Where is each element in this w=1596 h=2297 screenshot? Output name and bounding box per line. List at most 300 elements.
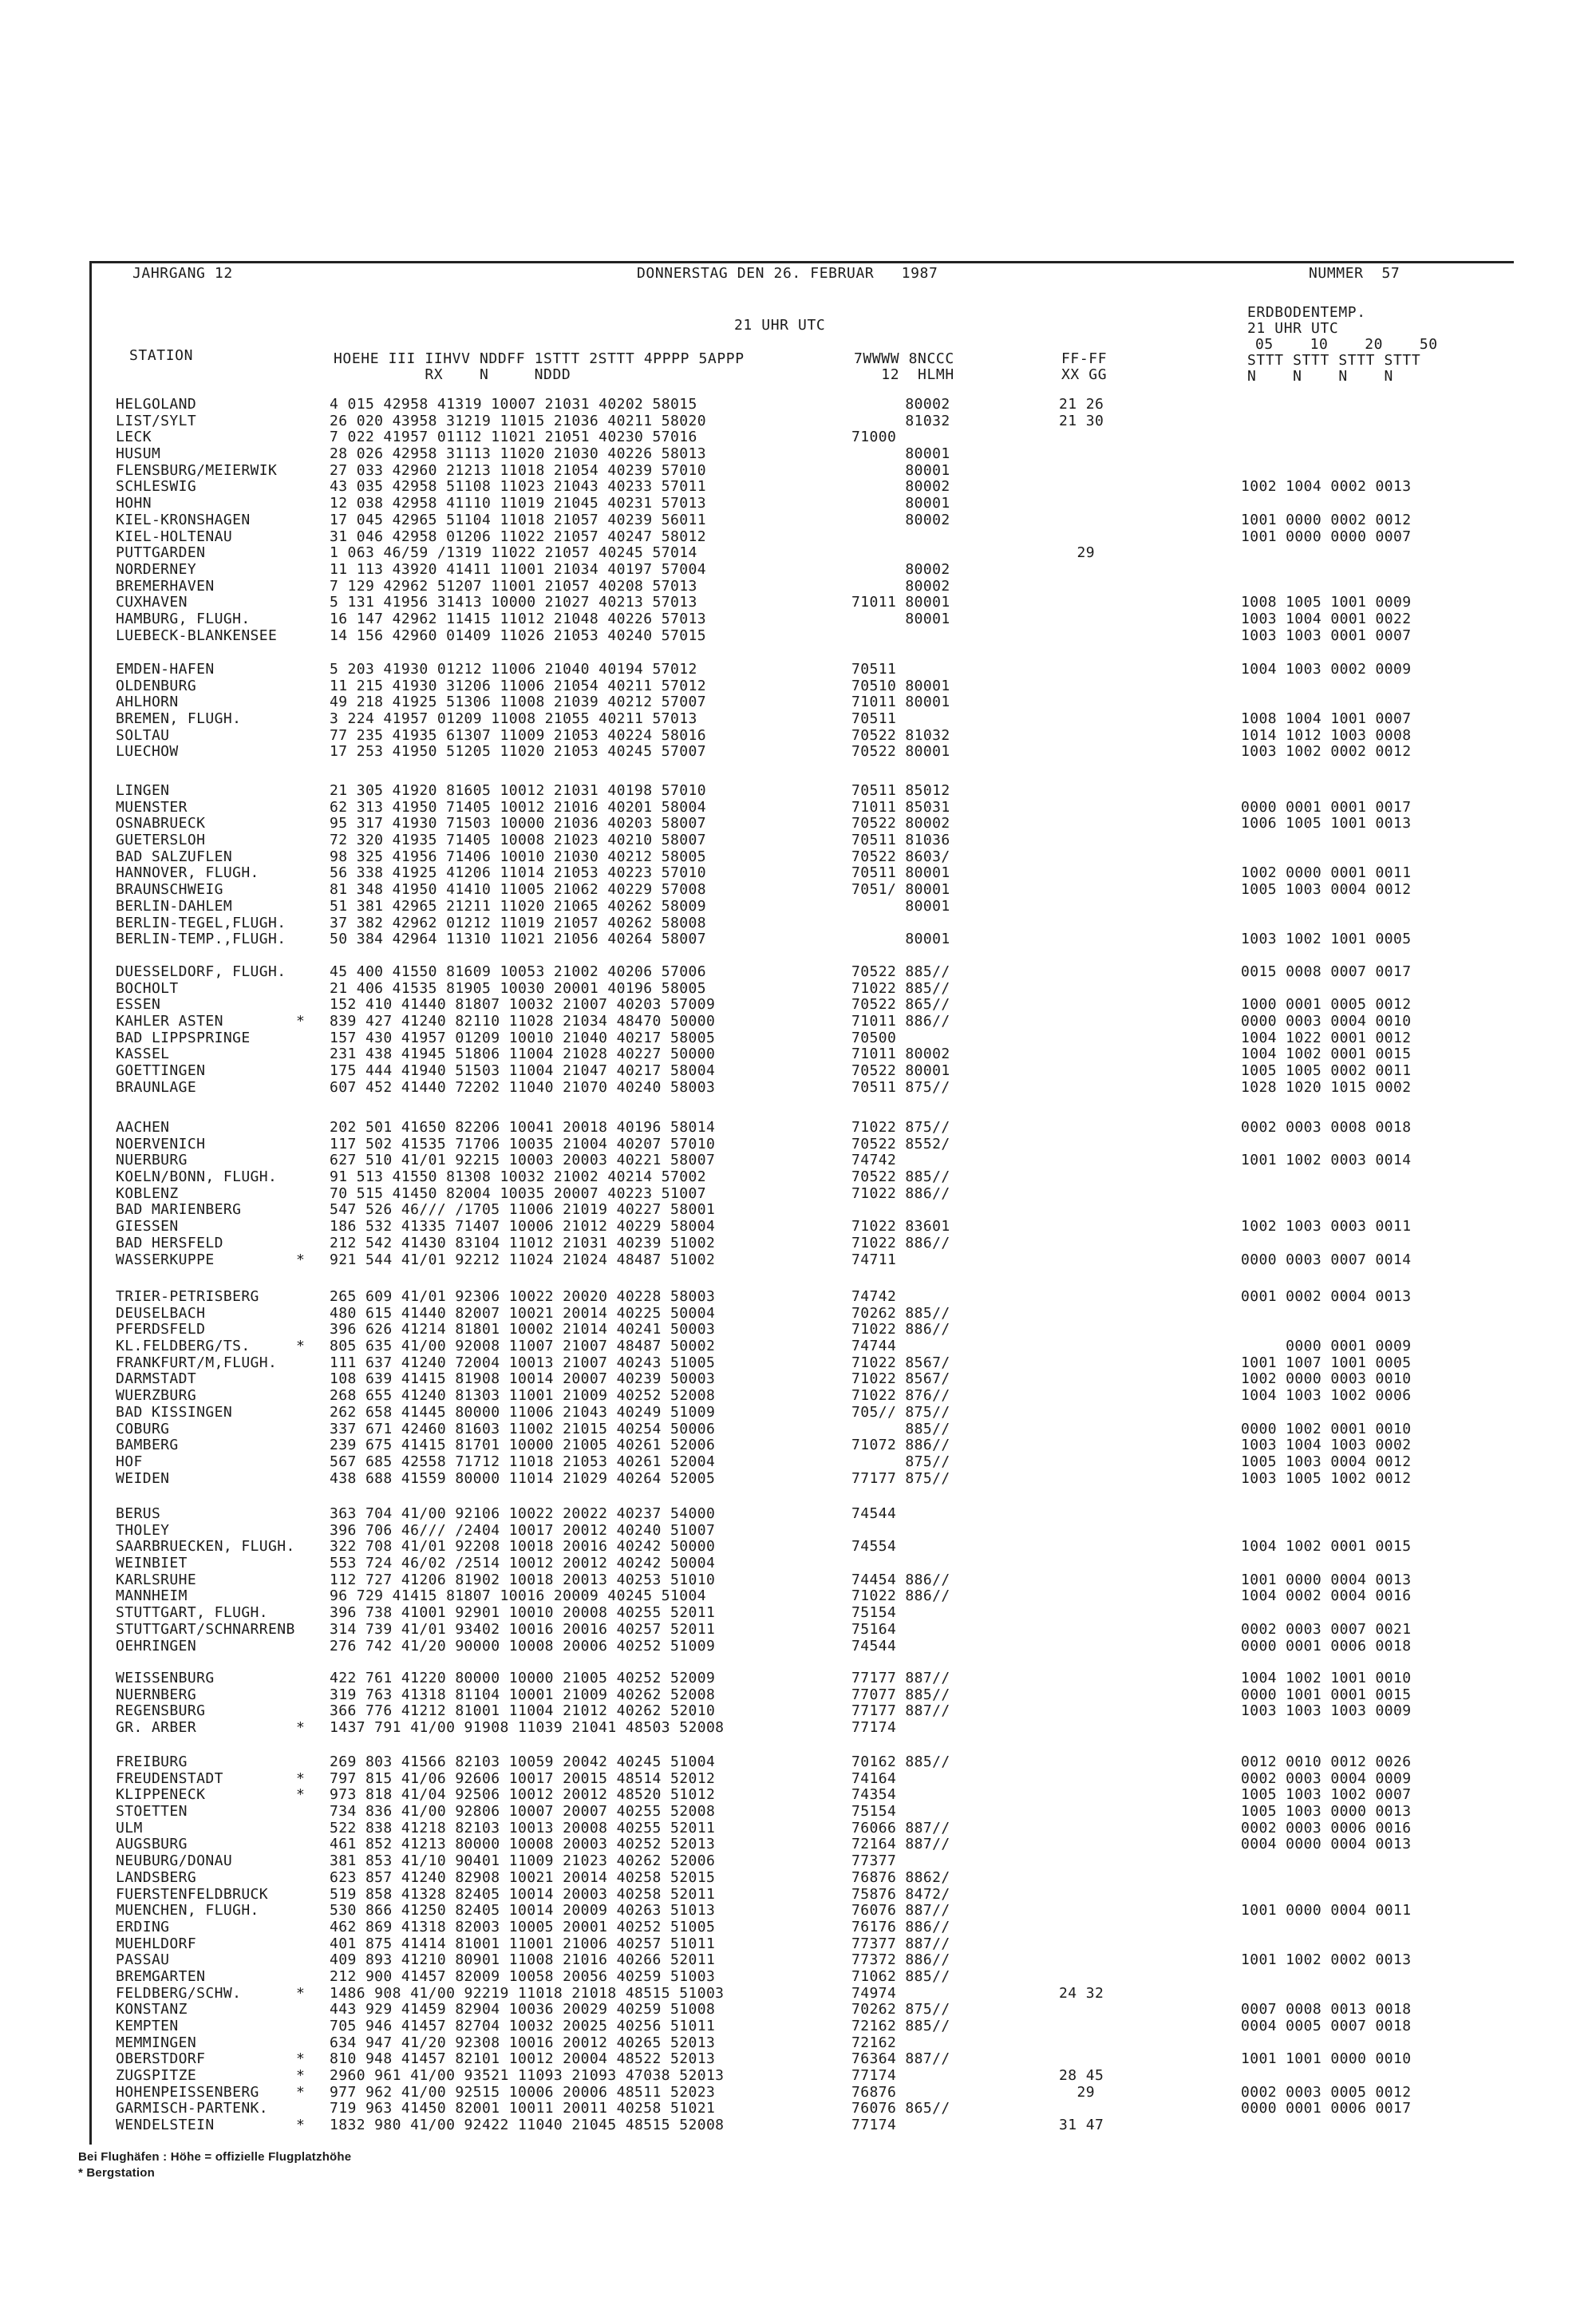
soil-temp-values: 1028 1020 1015 0002 [1241, 1078, 1412, 1096]
weather-code: 70522 885// [851, 963, 950, 980]
station-name: HOF [116, 1453, 143, 1470]
synop-data: 705 946 41457 82704 10032 20025 40256 51011 [330, 2018, 716, 2034]
weather-code: 71011 80001 [851, 594, 950, 611]
synop-data: 805 635 41/00 92008 11007 21007 48487 50002 [330, 1338, 716, 1355]
weather-code: 74744 [851, 1338, 897, 1355]
station-name: BERLIN-TEGEL,FLUGH. [116, 914, 286, 931]
station-name: HELGOLAND [116, 396, 197, 413]
synop-data: 401 875 41414 81001 11001 21006 40257 51011 [330, 1935, 716, 1952]
mountain-marker: * [296, 1984, 306, 2002]
synop-data: 26 020 43958 31219 11015 21036 40211 58020 [330, 412, 706, 429]
station-name: EMDEN-HAFEN [116, 661, 215, 678]
weather-code: 70511 875// [851, 1078, 950, 1096]
station-name: BAD SALZUFLEN [116, 848, 233, 865]
station-name: WEINBIET [116, 1555, 188, 1572]
station-name: PUTTGARDEN [116, 544, 206, 562]
synop-data: 366 776 41212 81001 11004 21012 40262 52010 [330, 1702, 716, 1720]
weather-code: 71022 83601 [851, 1218, 950, 1235]
soil-temp-values: 1004 1003 1002 0006 [1241, 1387, 1412, 1405]
station-name: WASSERKUPPE [116, 1251, 215, 1268]
weather-code: 70522 80001 [851, 743, 950, 761]
synop-data: 268 655 41240 81303 11001 21009 40252 52008 [330, 1387, 716, 1405]
synop-data: 28 026 42958 31113 11020 21030 40226 58013 [330, 445, 706, 463]
weather-code: 70510 80001 [851, 677, 950, 694]
station-name: BERUS [116, 1505, 161, 1522]
station-name: WENDELSTEIN [116, 2117, 215, 2134]
synop-data: 480 615 41440 82007 10021 20014 40225 50004 [330, 1304, 716, 1322]
synop-data: 70 515 41450 82004 10035 20007 40223 51007 [330, 1184, 706, 1202]
weather-code: 74454 886// [851, 1571, 950, 1588]
volume-label: JAHRGANG 12 [132, 265, 233, 282]
soil-temp-values: 0004 0000 0004 0013 [1241, 1836, 1412, 1853]
synop-data: 314 739 41/01 93402 10016 20016 40257 52011 [330, 1620, 716, 1638]
weather-code: 71022 886// [851, 1234, 950, 1251]
mountain-marker: * [296, 1719, 306, 1737]
station-name: BAD HERSFELD [116, 1234, 223, 1251]
soil-temp-title: ERDBODENTEMP. [1247, 304, 1366, 321]
mountain-marker: * [296, 2117, 306, 2134]
synop-data: 157 430 41957 01209 10010 21040 40217 58005 [330, 1029, 716, 1046]
weather-code: 80002 [851, 396, 950, 413]
synop-data: 2960 961 41/00 93521 11093 21093 47038 52013 [330, 2067, 725, 2085]
station-name: HANNOVER, FLUGH. [116, 864, 259, 882]
station-name: OEHRINGEN [116, 1637, 197, 1655]
weather-code: 80001 [851, 610, 950, 627]
synop-data: 734 836 41/00 92806 10007 20007 40255 52008 [330, 1803, 716, 1821]
weather-code: 705// 875// [851, 1403, 950, 1421]
station-name: DEUSELBACH [116, 1304, 206, 1322]
soil-temp-values: 1004 1002 0001 0015 [1241, 1538, 1412, 1556]
station-name: OLDENBURG [116, 677, 197, 694]
weather-code: 70522 81032 [851, 726, 950, 744]
station-name: FELDBERG/SCHW. [116, 1984, 242, 2002]
weather-code: 71000 [851, 429, 897, 446]
weather-code: 72162 885// [851, 2018, 950, 2034]
weather-code: 80002 [851, 478, 950, 496]
station-name: MUENCHEN, FLUGH. [116, 1902, 259, 1919]
weather-code: 71022 886// [851, 1587, 950, 1605]
station-name: BERLIN-TEMP.,FLUGH. [116, 931, 286, 948]
synop-data: 839 427 41240 82110 11028 21034 48470 50000 [330, 1013, 716, 1030]
weather-code: 76876 8862/ [851, 1868, 950, 1886]
station-name: PASSAU [116, 1951, 170, 1969]
soil-temp-values: 1002 1004 0002 0013 [1241, 478, 1412, 496]
synop-data: 3 224 41957 01209 11008 21055 40211 57013 [330, 710, 697, 728]
station-name: KASSEL [116, 1046, 170, 1063]
station-name: KOBLENZ [116, 1184, 179, 1202]
synop-data: 108 639 41415 81908 10014 20007 40239 50003 [330, 1370, 716, 1388]
station-name: KONSTANZ [116, 2001, 188, 2018]
synop-data: 719 963 41450 82001 10011 20011 40258 51021 [330, 2100, 716, 2117]
weather-code: 74544 [851, 1505, 897, 1522]
weather-code: 71011 85031 [851, 798, 950, 816]
synop-data: 396 738 41001 92901 10010 20008 40255 52011 [330, 1604, 716, 1622]
synop-data: 62 313 41950 71405 10012 21016 40201 58004 [330, 798, 706, 816]
weather-code: 80001 [851, 495, 950, 512]
synop-data: 634 947 41/20 92308 10016 20012 40265 52013 [330, 2034, 716, 2051]
soil-temp-values: 0002 0003 0006 0016 [1241, 1819, 1412, 1836]
station-name: LUECHOW [116, 743, 179, 761]
synop-data: 112 727 41206 81902 10018 20013 40253 51010 [330, 1571, 716, 1588]
weather-code: 70522 865// [851, 996, 950, 1014]
soil-temp-values: 1000 0001 0005 0012 [1241, 996, 1412, 1014]
synop-data: 530 866 41250 82405 10014 20009 40263 51013 [330, 1902, 716, 1919]
soil-temp-values: 0002 0003 0007 0021 [1241, 1620, 1412, 1638]
station-name: HOHN [116, 495, 152, 512]
station-name: SCHLESWIG [116, 478, 197, 496]
synop-data: 21 406 41535 81905 10030 20001 40196 58005 [330, 979, 706, 997]
station-name: FREIBURG [116, 1753, 188, 1770]
soil-temp-values: 1003 1003 1003 0009 [1241, 1702, 1412, 1720]
weather-code: 71022 875// [851, 1119, 950, 1136]
soil-temp-values: 0002 0003 0004 0009 [1241, 1769, 1412, 1787]
weather-code: 885// [851, 1420, 950, 1437]
synop-data: 56 338 41925 41206 11014 21053 40223 57010 [330, 864, 706, 882]
weather-code: 72164 887// [851, 1836, 950, 1853]
soil-temp-values: 1003 1002 0002 0012 [1241, 743, 1412, 761]
station-name: HAMBURG, FLUGH. [116, 610, 251, 627]
weather-code: 80001 [851, 897, 950, 915]
weather-code: 70522 80001 [851, 1062, 950, 1080]
synop-data: 381 853 41/10 90401 11009 21023 40262 52006 [330, 1852, 716, 1870]
weather-code: 71072 886// [851, 1437, 950, 1454]
weather-code: 74544 [851, 1637, 897, 1655]
synop-data: 422 761 41220 80000 10000 21005 40252 52009 [330, 1670, 716, 1686]
weather-code: 81032 [851, 412, 950, 429]
weather-code: 76176 886// [851, 1918, 950, 1935]
weather-code: 70511 80001 [851, 864, 950, 882]
observation-time: 21 UHR UTC [734, 317, 826, 334]
synop-data: 16 147 42962 11415 11012 21048 40226 57013 [330, 610, 706, 627]
soil-temp-values: 0007 0008 0013 0018 [1241, 2001, 1412, 2018]
weather-code: 77177 887// [851, 1670, 950, 1686]
synop-data: 175 444 41940 51503 11004 21047 40217 58004 [330, 1062, 716, 1080]
gust-value: 29 [1059, 2083, 1095, 2101]
weather-code: 70511 85012 [851, 782, 950, 799]
synop-data: 12 038 42958 41110 11019 21045 40231 57013 [330, 495, 706, 512]
soil-temp-values: 1003 1004 0001 0022 [1241, 610, 1412, 627]
synop-data: 17 253 41950 51205 11020 21053 40245 57007 [330, 743, 706, 761]
soil-temp-values: 1003 1005 1002 0012 [1241, 1469, 1412, 1487]
weather-code: 75164 [851, 1620, 897, 1638]
synop-data: 231 438 41945 51806 11004 21028 40227 50000 [330, 1046, 716, 1063]
synop-data: 607 452 41440 72202 11040 21070 40240 58003 [330, 1078, 716, 1096]
weather-code: 70522 8552/ [851, 1135, 950, 1152]
soil-temp-values: 1002 1003 0003 0011 [1241, 1218, 1412, 1235]
gust-value: 21 26 [1059, 396, 1104, 413]
soil-temp-values: 1001 0000 0000 0007 [1241, 528, 1412, 545]
weather-code: 77174 [851, 2067, 897, 2085]
weather-code: 80002 [851, 560, 950, 578]
soil-temp-values: 0000 0001 0006 0017 [1241, 2100, 1412, 2117]
station-column-header: STATION [129, 347, 194, 364]
station-name: DUESSELDORF, FLUGH. [116, 963, 286, 980]
soil-temp-codes: STTT STTT STTT STTT [1247, 352, 1421, 369]
synop-data: 14 156 42960 01409 11026 21053 40240 57015 [330, 627, 706, 644]
synop-data: 461 852 41213 80000 10008 20003 40252 52013 [330, 1836, 716, 1853]
gust-column-header: FF-FF [1061, 350, 1108, 367]
weather-code: 71022 886// [851, 1184, 950, 1202]
synop-data: 186 532 41335 71407 10006 21012 40229 58004 [330, 1218, 716, 1235]
synop-data: 567 685 42558 71712 11018 21053 40261 52004 [330, 1453, 716, 1470]
station-name: MANNHEIM [116, 1587, 188, 1605]
soil-temp-values: 0000 0003 0004 0010 [1241, 1013, 1412, 1030]
station-name: AUGSBURG [116, 1836, 188, 1853]
soil-temp-values: 0000 0001 0009 [1241, 1338, 1412, 1355]
station-name: SAARBRUECKEN, FLUGH. [116, 1538, 295, 1556]
weather-code: 77077 885// [851, 1686, 950, 1703]
soil-temp-values: 1001 1002 0003 0014 [1241, 1152, 1412, 1169]
weather-code: 76076 887// [851, 1902, 950, 1919]
mountain-marker: * [296, 2050, 306, 2068]
synop-data: 396 706 46/// /2404 10017 20012 40240 51007 [330, 1521, 716, 1539]
soil-temp-values: 1004 1003 0002 0009 [1241, 661, 1412, 678]
weather-code: 80001 [851, 461, 950, 479]
weather-code: 76076 865// [851, 2100, 950, 2117]
synop-data: 522 838 41218 82103 10013 20008 40255 52011 [330, 1819, 716, 1836]
station-name: BAD MARIENBERG [116, 1201, 242, 1219]
weather-code: 71022 8567/ [851, 1370, 950, 1388]
weather-code: 77174 [851, 2117, 897, 2134]
footnote-airport: Bei Flughäfen : Höhe = offizielle Flugplatzhöhe [78, 2150, 352, 2164]
station-name: NUERNBERG [116, 1686, 197, 1703]
soil-temp-values: 1002 0000 0001 0011 [1241, 864, 1412, 882]
soil-temp-values: 1008 1004 1001 0007 [1241, 710, 1412, 728]
weather-code: 70262 875// [851, 2001, 950, 2018]
station-name: MUEHLDORF [116, 1935, 197, 1952]
synop-data: 1 063 46/59 /1319 11022 21057 40245 57014 [330, 544, 697, 562]
station-name: ULM [116, 1819, 143, 1836]
gust-value: 29 [1059, 544, 1095, 562]
synop-data: 17 045 42965 51104 11018 21057 40239 56011 [330, 511, 706, 528]
station-name: MEMMINGEN [116, 2034, 197, 2051]
synop-data: 11 215 41930 31206 11006 21054 40211 57012 [330, 677, 706, 694]
station-name: STOETTEN [116, 1803, 188, 1821]
synop-data: 269 803 41566 82103 10059 20042 40245 51004 [330, 1753, 716, 1770]
station-name: NEUBURG/DONAU [116, 1852, 233, 1870]
synop-data: 96 729 41415 81807 10016 20009 40245 51004 [330, 1587, 706, 1605]
station-name: ERDING [116, 1918, 170, 1935]
soil-temp-values: 1006 1005 1001 0013 [1241, 815, 1412, 832]
soil-temp-values: 1003 1002 1001 0005 [1241, 931, 1412, 948]
synop-data: 117 502 41535 71706 10035 21004 40207 57010 [330, 1135, 716, 1152]
station-name: LINGEN [116, 782, 170, 799]
main-column-subheader: RX N NDDD [334, 366, 571, 383]
synop-data: 7 022 41957 01112 11021 21051 40230 57016 [330, 429, 697, 446]
weather-code: 7051/ 80001 [851, 881, 950, 899]
mountain-marker: * [296, 1013, 306, 1030]
station-name: FUERSTENFELDBRUCK [116, 1885, 269, 1903]
main-column-header: HOEHE III IIHVV NDDFF 1STTT 2STTT 4PPPP 5APPP [334, 350, 745, 367]
synop-data: 239 675 41415 81701 10000 21005 40261 52006 [330, 1437, 716, 1454]
mountain-marker: * [296, 2067, 306, 2085]
soil-temp-values: 1005 1003 0004 0012 [1241, 881, 1412, 899]
station-name: NORDERNEY [116, 560, 197, 578]
weather-code: 77372 886// [851, 1951, 950, 1969]
synop-data: 1486 908 41/00 92219 11018 21018 48515 51003 [330, 1984, 725, 2002]
weather-code: 71011 886// [851, 1013, 950, 1030]
synop-data: 627 510 41/01 92215 10003 20003 40221 58007 [330, 1152, 716, 1169]
weather-code: 80001 [851, 445, 950, 463]
weather-code: 74164 [851, 1769, 897, 1787]
synop-data: 319 763 41318 81104 10001 21009 40262 52008 [330, 1686, 716, 1703]
weather-code: 76876 [851, 2083, 897, 2101]
station-name: AHLHORN [116, 694, 179, 711]
synop-data: 409 893 41210 80901 11008 21016 40266 52011 [330, 1951, 716, 1969]
station-name: LECK [116, 429, 152, 446]
synop-data: 462 869 41318 82003 10005 20001 40252 51005 [330, 1918, 716, 1935]
weather-code: 70522 885// [851, 1168, 950, 1186]
weather-column-subheader: 12 HLMH [854, 366, 954, 383]
synop-data: 111 637 41240 72004 10013 21007 40243 51005 [330, 1354, 716, 1371]
soil-temp-values: 0000 1002 0001 0010 [1241, 1420, 1412, 1437]
station-name: HUSUM [116, 445, 161, 463]
soil-temp-values: 1002 0000 0003 0010 [1241, 1370, 1412, 1388]
station-name: LANDSBERG [116, 1868, 197, 1886]
weather-column-header: 7WWWW 8NCCC [854, 350, 954, 367]
station-name: FLENSBURG/MEIERWIK [116, 461, 278, 479]
station-name: BOCHOLT [116, 979, 179, 997]
soil-temp-values: 1004 1022 0001 0012 [1241, 1029, 1412, 1046]
weather-code: 75154 [851, 1604, 897, 1622]
soil-temp-values: 1001 0000 0002 0012 [1241, 511, 1412, 528]
station-name: BAMBERG [116, 1437, 179, 1454]
soil-temp-values: 0001 0002 0004 0013 [1241, 1288, 1412, 1305]
synop-data: 1832 980 41/00 92422 11040 21045 48515 52008 [330, 2117, 725, 2134]
station-name: HOHENPEISSENBERG [116, 2083, 259, 2101]
station-name: OBERSTDORF [116, 2050, 206, 2068]
station-name: GR. ARBER [116, 1719, 197, 1737]
weather-code: 70162 885// [851, 1753, 950, 1770]
station-name: TRIER-PETRISBERG [116, 1288, 259, 1305]
soil-temp-values: 1001 0000 0004 0013 [1241, 1571, 1412, 1588]
gust-column-subheader: XX GG [1061, 366, 1108, 383]
synop-data: 5 203 41930 01212 11006 21040 40194 57012 [330, 661, 697, 678]
synop-data: 519 858 41328 82405 10014 20003 40258 52011 [330, 1885, 716, 1903]
station-name: KARLSRUHE [116, 1571, 197, 1588]
weather-code: 74974 [851, 1984, 897, 2002]
station-name: THOLEY [116, 1521, 170, 1539]
station-name: BAD LIPPSPRINGE [116, 1029, 251, 1046]
station-name: KIEL-KRONSHAGEN [116, 511, 251, 528]
weather-code: 71022 886// [851, 1321, 950, 1338]
synop-data: 547 526 46/// /1705 11006 21019 40227 58001 [330, 1201, 716, 1219]
synop-data: 977 962 41/00 92515 10006 20006 48511 52023 [330, 2083, 716, 2101]
synop-data: 77 235 41935 61307 11009 21053 40224 58016 [330, 726, 706, 744]
synop-data: 443 929 41459 82904 10036 20029 40259 51008 [330, 2001, 716, 2018]
station-name: KOELN/BONN, FLUGH. [116, 1168, 278, 1186]
station-name: GIESSEN [116, 1218, 179, 1235]
station-name: BERLIN-DAHLEM [116, 897, 233, 915]
weather-code: 76066 887// [851, 1819, 950, 1836]
soil-temp-values: 0015 0008 0007 0017 [1241, 963, 1412, 980]
synop-data: 262 658 41445 80000 11006 21043 40249 51009 [330, 1403, 716, 1421]
station-name: SOLTAU [116, 726, 170, 744]
soil-temp-values: 1003 1003 0001 0007 [1241, 627, 1412, 644]
station-name: STUTTGART/SCHNARRENB [116, 1620, 295, 1638]
station-name: FRANKFURT/M,FLUGH. [116, 1354, 278, 1371]
synop-data: 623 857 41240 82908 10021 20014 40258 52015 [330, 1868, 716, 1886]
synop-data: 72 320 41935 71405 10008 21023 40210 58007 [330, 832, 706, 849]
weather-code: 71022 885// [851, 979, 950, 997]
weather-code: 70500 [851, 1029, 897, 1046]
weather-code: 70262 885// [851, 1304, 950, 1322]
synop-data: 49 218 41925 51306 11008 21039 40212 57007 [330, 694, 706, 711]
gust-value: 24 32 [1059, 1984, 1104, 2002]
weather-code: 77377 887// [851, 1935, 950, 1952]
synop-data: 11 113 43920 41411 11001 21034 40197 57004 [330, 560, 706, 578]
station-name: KL.FELDBERG/TS. [116, 1338, 251, 1355]
station-name: BRAUNLAGE [116, 1078, 197, 1096]
weather-code: 75876 8472/ [851, 1885, 950, 1903]
synop-data: 31 046 42958 01206 11022 21057 40247 58012 [330, 528, 706, 545]
weather-code: 71011 80002 [851, 1046, 950, 1063]
station-name: WEISSENBURG [116, 1670, 215, 1686]
synop-data: 152 410 41440 81807 10032 21007 40203 57009 [330, 996, 716, 1014]
weather-code: 77177 875// [851, 1469, 950, 1487]
station-name: LIST/SYLT [116, 412, 197, 429]
mountain-marker: * [296, 1769, 306, 1787]
station-name: REGENSBURG [116, 1702, 206, 1720]
soil-temp-values: 0000 0001 0006 0018 [1241, 1637, 1412, 1655]
weather-code: 74354 [851, 1786, 897, 1804]
synop-data: 7 129 42962 51207 11001 21057 40208 57013 [330, 577, 697, 595]
soil-temp-units: N N N N [1247, 368, 1393, 385]
soil-temp-time: 21 UHR UTC [1247, 320, 1339, 337]
station-name: KIEL-HOLTENAU [116, 528, 233, 545]
synop-data: 363 704 41/00 92106 10022 20022 40237 54000 [330, 1505, 716, 1522]
station-name: DARMSTADT [116, 1370, 197, 1388]
station-name: ZUGSPITZE [116, 2067, 197, 2085]
station-name: BRAUNSCHWEIG [116, 881, 223, 899]
synop-data: 51 381 42965 21211 11020 21065 40262 58009 [330, 897, 706, 915]
mountain-marker: * [296, 1338, 306, 1355]
gust-value: 21 30 [1059, 412, 1104, 429]
soil-temp-values: 0012 0010 0012 0026 [1241, 1753, 1412, 1770]
synop-data: 202 501 41650 82206 10041 20018 40196 58014 [330, 1119, 716, 1136]
synop-data: 797 815 41/06 92606 10017 20015 48514 52012 [330, 1769, 716, 1787]
synop-data: 95 317 41930 71503 10000 21036 40203 58007 [330, 815, 706, 832]
soil-temp-values: 1005 1003 0000 0013 [1241, 1803, 1412, 1821]
station-name: KLIPPENECK [116, 1786, 206, 1804]
synop-data: 276 742 41/20 90000 10008 20006 40252 51009 [330, 1637, 716, 1655]
station-name: GUETERSLOH [116, 832, 206, 849]
soil-temp-values: 1001 1001 0000 0010 [1241, 2050, 1412, 2068]
station-name: BREMEN, FLUGH. [116, 710, 242, 728]
date-label: DONNERSTAG DEN 26. FEBRUAR 1987 [637, 265, 938, 282]
soil-temp-values: 1004 1002 1001 0010 [1241, 1670, 1412, 1686]
station-name: WUERZBURG [116, 1387, 197, 1405]
synop-data: 4 015 42958 41319 10007 21031 40202 58015 [330, 396, 697, 413]
synop-data: 1437 791 41/00 91908 11039 21041 48503 52008 [330, 1719, 725, 1737]
soil-temp-values: 0000 0001 0001 0017 [1241, 798, 1412, 816]
weather-code: 77177 887// [851, 1702, 950, 1720]
synop-data: 337 671 42460 81603 11002 21015 40254 50006 [330, 1420, 716, 1437]
footnote-mountain: * Bergstation [78, 2166, 155, 2180]
synop-data: 27 033 42960 21213 11018 21054 40239 57010 [330, 461, 706, 479]
synop-data: 98 325 41956 71406 10010 21030 40212 58005 [330, 848, 706, 865]
synop-data: 5 131 41956 31413 10000 21027 40213 57013 [330, 594, 697, 611]
weather-code: 70511 [851, 710, 897, 728]
weather-code: 875// [851, 1453, 950, 1470]
station-name: LUEBECK-BLANKENSEE [116, 627, 278, 644]
mountain-marker: * [296, 1786, 306, 1804]
gust-value: 31 47 [1059, 2117, 1104, 2134]
station-name: BREMERHAVEN [116, 577, 215, 595]
weather-code: 74711 [851, 1251, 897, 1268]
station-name: BAD KISSINGEN [116, 1403, 233, 1421]
weather-code: 71022 876// [851, 1387, 950, 1405]
